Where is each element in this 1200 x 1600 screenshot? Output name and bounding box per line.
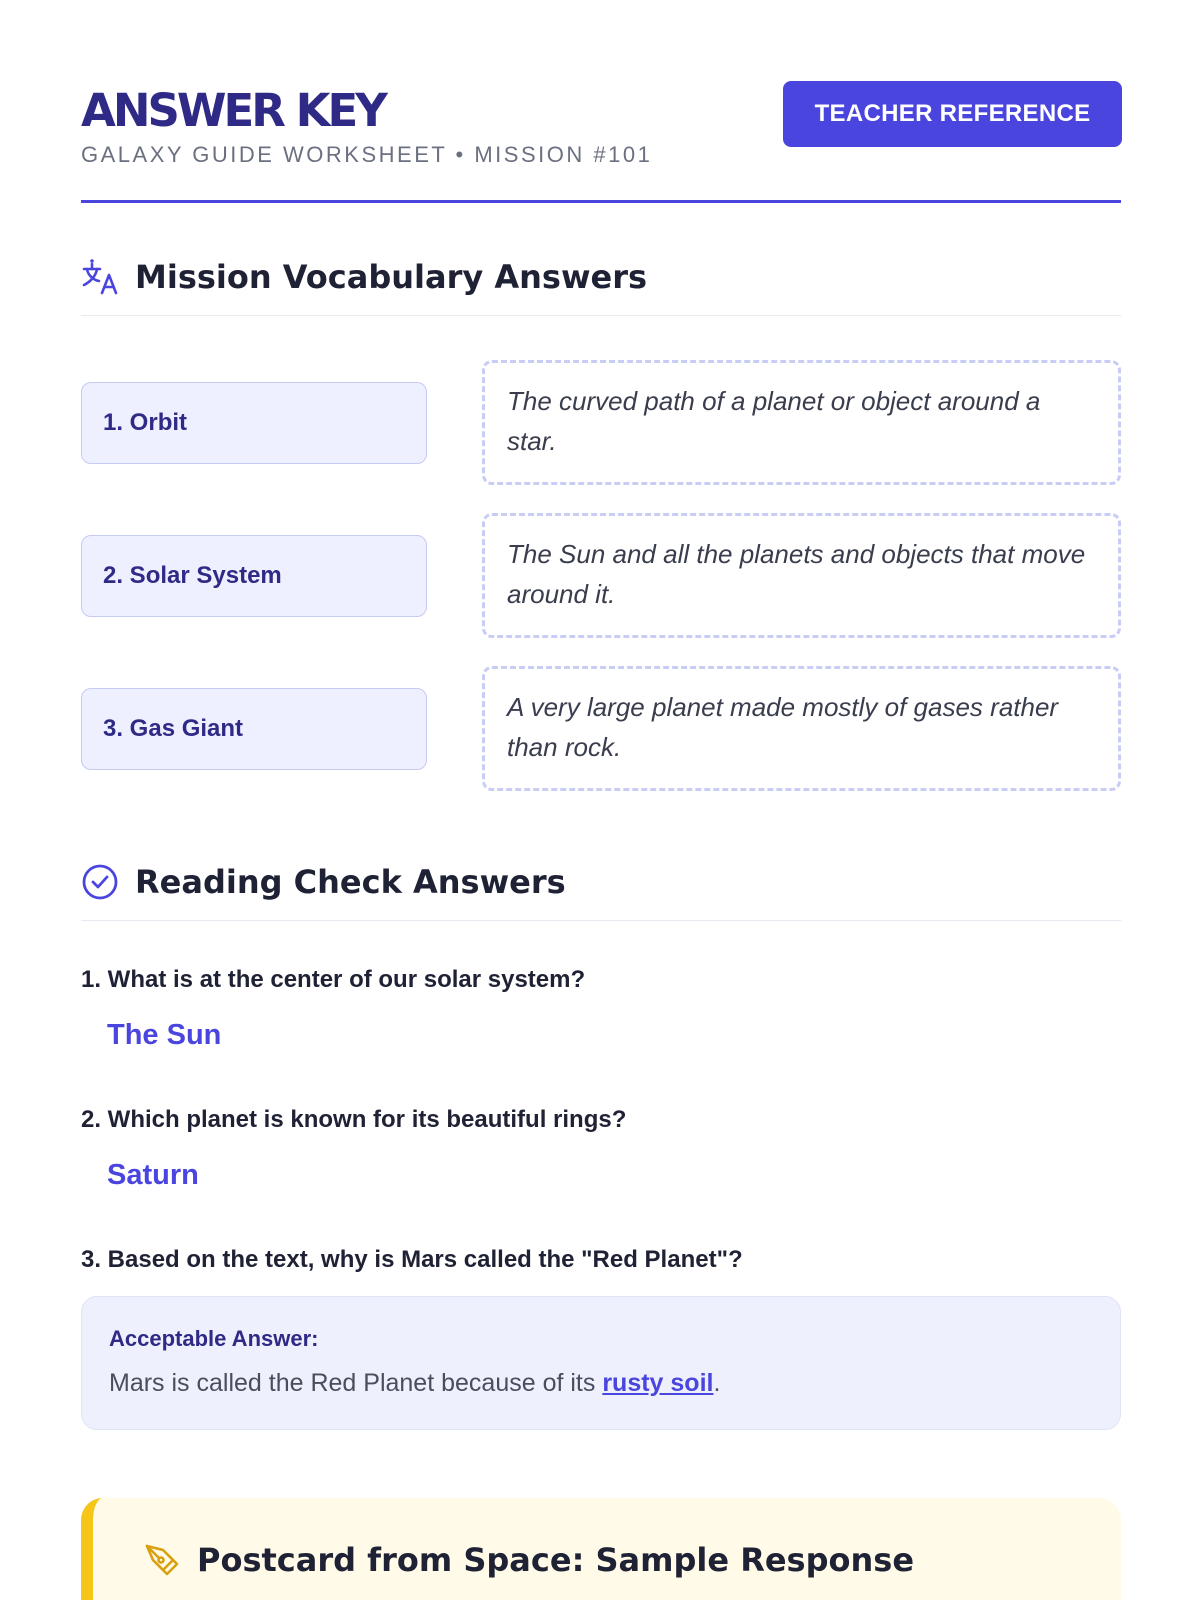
acceptable-answer-suffix: .	[713, 1369, 721, 1397]
vocab-term: 1. Orbit	[81, 382, 427, 464]
vocab-definition: The Sun and all the planets and objects that move around it.	[482, 513, 1121, 638]
acceptable-answer-box	[81, 1296, 1121, 1430]
postcard-heading: Postcard from Space: Sample Response	[197, 1541, 915, 1579]
question-text: 2. Which planet is known for its beautiful rings?	[81, 1106, 627, 1133]
answer-text: The Sun	[107, 1019, 222, 1051]
vocab-definition: The curved path of a planet or object around a star.	[482, 360, 1121, 485]
reading-heading: Reading Check Answers	[135, 863, 566, 901]
vocabulary-section-header	[81, 256, 1121, 316]
page-subtitle: GALAXY GUIDE WORKSHEET • MISSION #101	[81, 142, 653, 167]
page-title: ANSWER KEY	[81, 84, 385, 137]
header-divider	[81, 200, 1121, 203]
acceptable-answer-text	[109, 1369, 720, 1398]
acceptable-answer-label: Acceptable Answer:	[109, 1326, 319, 1351]
acceptable-answer-highlight: rusty soil	[602, 1369, 714, 1397]
answer-text: Saturn	[107, 1159, 199, 1191]
check-circle-icon	[81, 861, 121, 903]
vocab-definition: A very large planet made mostly of gases rather than rock.	[482, 666, 1121, 791]
reading-section-header	[81, 861, 1121, 921]
teacher-reference-badge: TEACHER REFERENCE	[783, 81, 1122, 147]
acceptable-answer-prefix: Mars is called the Red Planet because of its	[109, 1369, 603, 1397]
worksheet-header	[81, 84, 1121, 204]
translate-icon	[81, 256, 121, 298]
vocab-term: 2. Solar System	[81, 535, 427, 617]
postcard-section	[81, 1498, 1121, 1600]
pen-icon	[143, 1540, 183, 1580]
question-text: 1. What is at the center of our solar system?	[81, 966, 586, 993]
vocabulary-heading: Mission Vocabulary Answers	[135, 258, 648, 296]
question-text: 3. Based on the text, why is Mars called the "Red Planet"?	[81, 1246, 743, 1273]
vocab-term: 3. Gas Giant	[81, 688, 427, 770]
